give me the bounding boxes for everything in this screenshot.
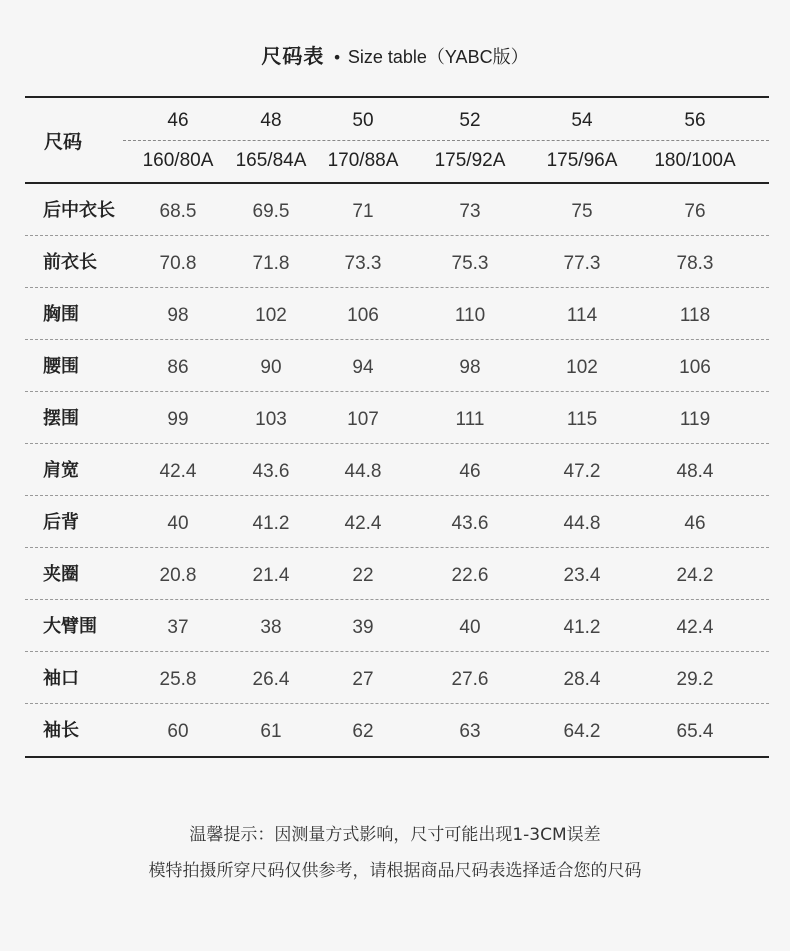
row-label: 后中衣长 [43,200,115,221]
table-row [25,444,769,496]
table-row [25,704,769,756]
size-spec: 170/88A [327,150,399,171]
row-label: 后背 [43,512,79,533]
header-label: 尺码 [44,131,83,153]
table-cell: 26.4 [252,669,290,690]
size-number: 54 [571,110,593,131]
table-cell: 29.2 [676,669,714,690]
size-spec: 160/80A [142,150,214,171]
table-cell: 44.8 [563,513,601,534]
table-cell: 28.4 [563,669,601,690]
table-cell: 77.3 [563,253,601,274]
table-cell: 71 [352,201,374,222]
size-number: 50 [352,110,374,131]
table-cell: 107 [347,409,379,430]
size-spec: 175/92A [434,150,506,171]
row-label: 胸围 [43,304,79,325]
table-cell: 60 [167,721,189,742]
row-label: 前衣长 [43,252,97,273]
table-cell: 106 [679,357,711,378]
table-cell: 86 [167,357,189,378]
table-cell: 118 [679,305,711,326]
table-cell: 78.3 [676,253,714,274]
table-cell: 43.6 [252,461,290,482]
table-header [25,98,769,184]
row-label: 袖长 [43,720,79,741]
size-number: 52 [459,110,481,131]
table-cell: 73.3 [344,253,382,274]
table-cell: 63 [459,721,481,742]
table-cell: 64.2 [563,721,601,742]
row-label: 摆围 [43,408,79,429]
table-cell: 110 [454,305,486,326]
table-cell: 119 [679,409,711,430]
table-cell: 41.2 [563,617,601,638]
table-cell: 90 [260,357,282,378]
table-cell: 75 [571,201,593,222]
table-cell: 69.5 [252,201,290,222]
header-divider [123,140,769,141]
table-cell: 65.4 [676,721,714,742]
table-row [25,340,769,392]
title-en: Size table（YABC版） [347,47,529,67]
table-cell: 24.2 [676,565,714,586]
note-measurement-tolerance: 温馨提示：因测量方式影响，尺寸可能出现1-3CM误差 [189,825,601,845]
size-spec: 175/96A [546,150,618,171]
size-spec: 180/100A [654,150,736,171]
table-cell: 27.6 [451,669,489,690]
size-number: 46 [167,110,189,131]
row-label: 袖口 [43,668,79,689]
table-cell: 94 [352,357,374,378]
table-cell: 99 [167,409,189,430]
table-cell: 103 [255,409,287,430]
table-cell: 102 [566,357,598,378]
table-row [25,496,769,548]
table-row [25,652,769,704]
table-cell: 40 [459,617,481,638]
table-cell: 61 [260,721,282,742]
table-cell: 20.8 [159,565,197,586]
table-cell: 114 [566,305,598,326]
title-separator: • [332,48,342,67]
table-cell: 75.3 [451,253,489,274]
table-cell: 27 [352,669,374,690]
row-label: 肩宽 [43,460,79,481]
row-label: 大臂围 [43,616,97,637]
table-cell: 71.8 [252,253,290,274]
table-cell: 44.8 [344,461,382,482]
table-cell: 70.8 [159,253,197,274]
table-cell: 37 [167,617,189,638]
table-row [25,600,769,652]
table-cell: 46 [684,513,706,534]
table-cell: 76 [684,201,706,222]
table-cell: 46 [459,461,481,482]
table-cell: 22.6 [451,565,489,586]
table-row [25,392,769,444]
table-cell: 42.4 [159,461,197,482]
table-row [25,236,769,288]
row-label: 夹圈 [43,564,79,585]
table-cell: 115 [566,409,598,430]
table-cell: 40 [167,513,189,534]
table-cell: 41.2 [252,513,290,534]
table-cell: 102 [255,305,287,326]
table-cell: 68.5 [159,201,197,222]
table-cell: 42.4 [676,617,714,638]
table-cell: 42.4 [344,513,382,534]
table-cell: 23.4 [563,565,601,586]
size-spec: 165/84A [235,150,307,171]
size-table [25,96,769,758]
table-cell: 48.4 [676,461,714,482]
table-cell: 39 [352,617,374,638]
table-cell: 47.2 [563,461,601,482]
table-cell: 111 [455,409,485,430]
note-model-size-reference: 模特拍摄所穿尺码仅供参考，请根据商品尺码表选择适合您的尺码 [148,861,642,881]
table-cell: 73 [459,201,481,222]
table-row [25,184,769,236]
table-row [25,288,769,340]
table-cell: 22 [352,565,374,586]
size-number: 56 [684,110,706,131]
table-cell: 43.6 [451,513,489,534]
table-cell: 62 [352,721,374,742]
table-cell: 38 [260,617,282,638]
table-cell: 106 [347,305,379,326]
table-cell: 25.8 [159,669,197,690]
row-label: 腰围 [43,356,79,377]
size-number: 48 [260,110,282,131]
page-title [0,40,790,69]
table-cell: 98 [459,357,481,378]
table-cell: 21.4 [252,565,290,586]
table-cell: 98 [167,305,189,326]
title-cn: 尺码表 [261,44,325,68]
table-row [25,548,769,600]
